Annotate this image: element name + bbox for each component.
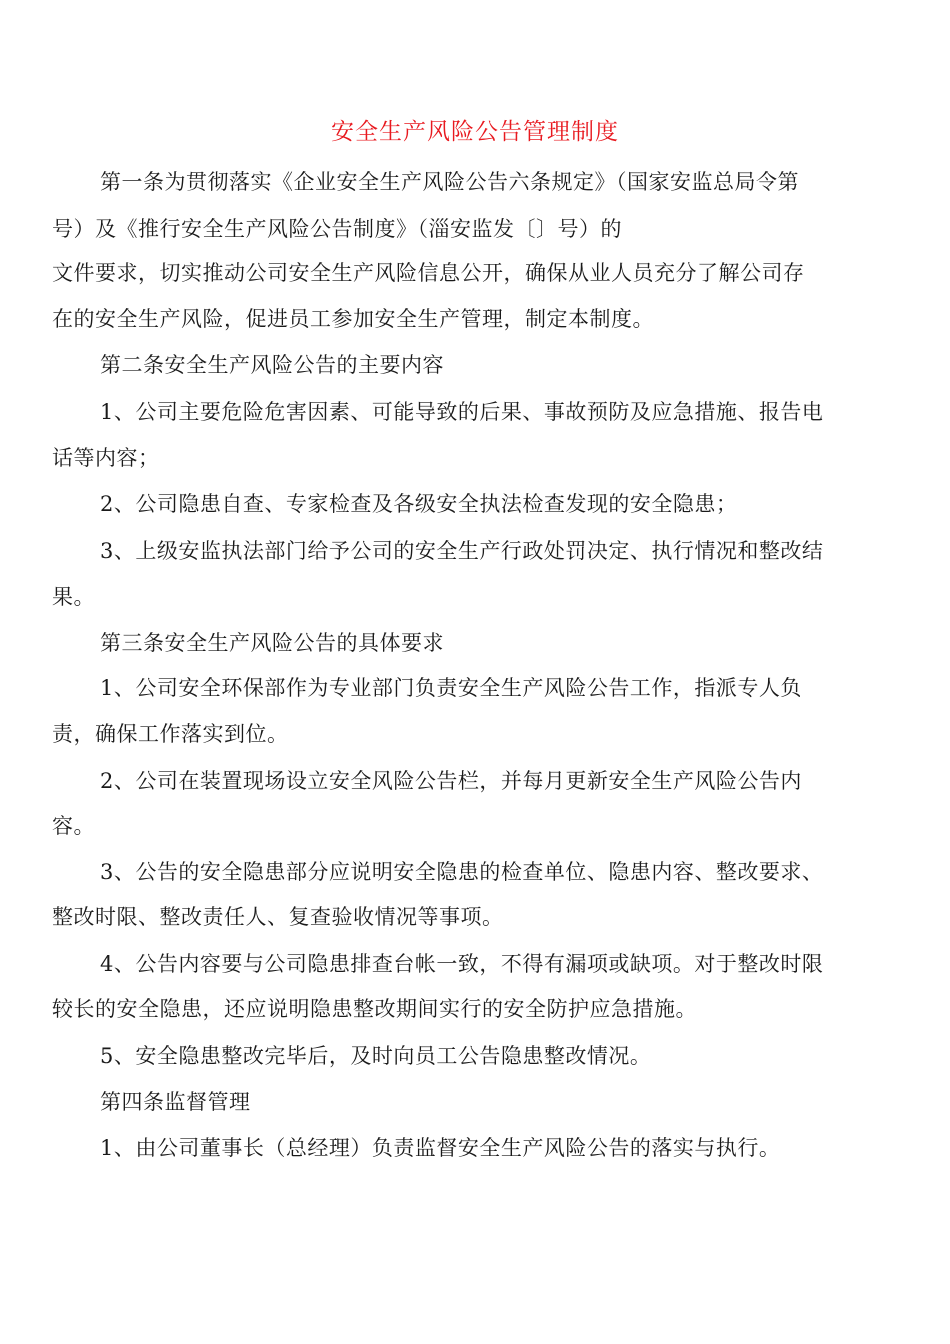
text-line: 2、公司隐患自查、专家检查及各级安全执法检查发现的安全隐患； xyxy=(100,492,738,516)
section-heading: 第三条安全生产风险公告的具体要求 xyxy=(100,631,444,655)
text-line: 5、安全隐患整改完毕后，及时向员工公告隐患整改情况。 xyxy=(100,1044,652,1068)
text-line: 整改时限、整改责任人、复查验收情况等事项。 xyxy=(52,905,504,929)
text-line: 3、公告的安全隐患部分应说明安全隐患的检查单位、隐患内容、整改要求、 xyxy=(100,860,824,884)
text-line: 在的安全生产风险，促进员工参加安全生产管理，制定本制度。 xyxy=(52,307,654,331)
section-heading: 第四条监督管理 xyxy=(100,1090,251,1114)
text-line: 2、公司在装置现场设立安全风险公告栏，并每月更新安全生产风险公告内 xyxy=(100,769,802,793)
section-heading: 第二条安全生产风险公告的主要内容 xyxy=(100,353,444,377)
text-line: 第一条为贯彻落实《企业安全生产风险公告六条规定》（国家安监总局令第 xyxy=(100,170,799,194)
text-line: 文件要求，切实推动公司安全生产风险信息公开，确保从业人员充分了解公司存 xyxy=(52,261,805,285)
text-line: 果。 xyxy=(52,585,95,609)
text-line: 话等内容； xyxy=(52,446,160,470)
text-line: 容。 xyxy=(52,814,95,838)
text-line: 号）及《推行安全生产风险公告制度》（淄安监发〔〕号）的 xyxy=(52,217,622,241)
text-line: 1、公司主要危险危害因素、可能导致的后果、事故预防及应急措施、报告电 xyxy=(100,400,824,424)
text-line: 3、上级安监执法部门给予公司的安全生产行政处罚决定、执行情况和整改结 xyxy=(100,539,824,563)
text-line: 1、公司安全环保部作为专业部门负责安全生产风险公告工作，指派专人负 xyxy=(100,676,802,700)
text-line: 4、公告内容要与公司隐患排查台帐一致，不得有漏项或缺项。对于整改时限 xyxy=(100,952,824,976)
document-title: 安全生产风险公告管理制度 xyxy=(331,119,619,145)
text-line: 较长的安全隐患，还应说明隐患整改期间实行的安全防护应急措施。 xyxy=(52,997,697,1021)
text-line: 责，确保工作落实到位。 xyxy=(52,722,289,746)
text-line: 1、由公司董事长（总经理）负责监督安全生产风险公告的落实与执行。 xyxy=(100,1136,781,1160)
